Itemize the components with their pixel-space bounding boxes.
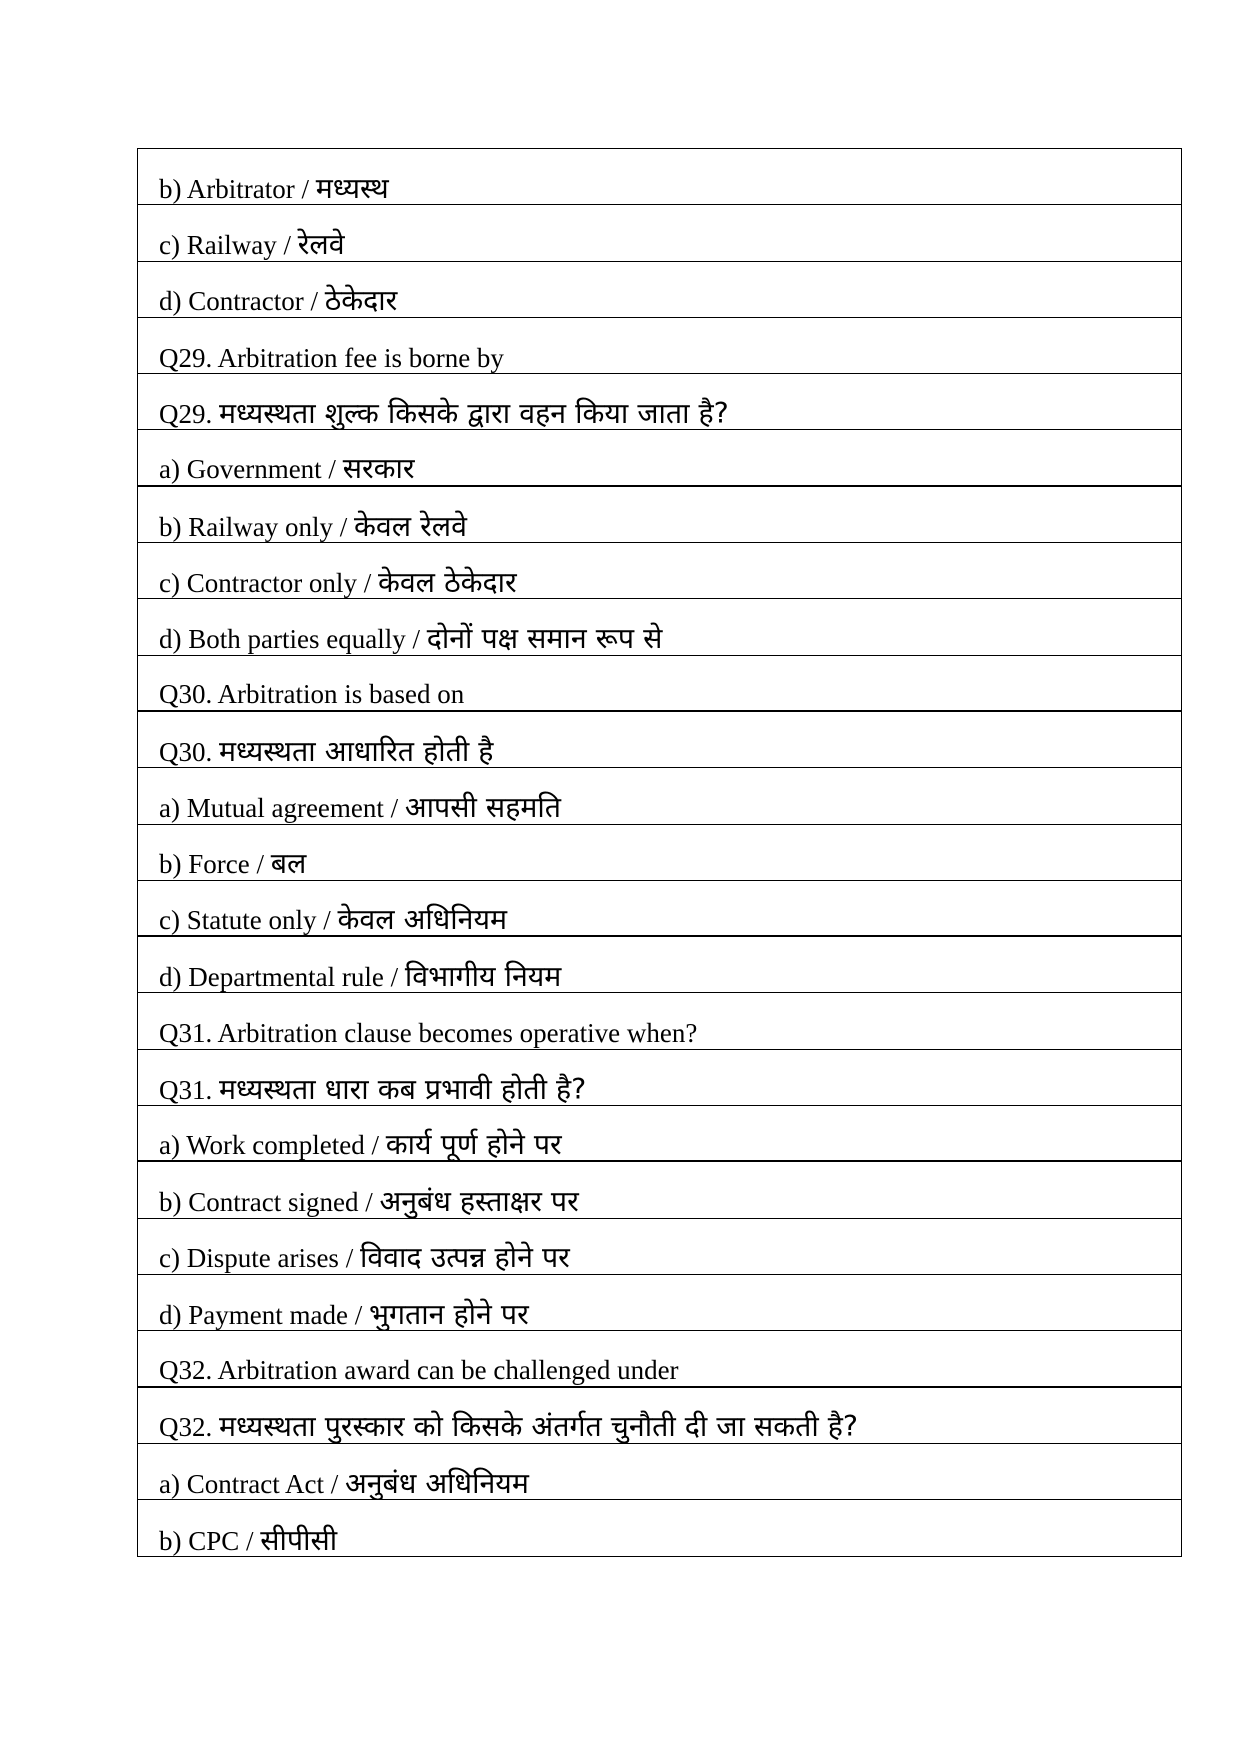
row-text-english: d) Payment made / bbox=[159, 1299, 369, 1330]
row-text-english: Q31. bbox=[159, 1074, 219, 1105]
row-text-english: c) Contractor only / bbox=[159, 567, 378, 598]
row-text-hindi: भुगतान होने पर bbox=[368, 1297, 529, 1331]
table-row bbox=[138, 712, 1181, 768]
table-row bbox=[138, 656, 1181, 712]
row-text-english: b) Force / bbox=[159, 849, 271, 880]
row-text-english: Q30. Arbitration is based on bbox=[159, 679, 465, 710]
row-text-english: b) CPC / bbox=[159, 1525, 261, 1556]
row-text-hindi: सरकार bbox=[342, 452, 415, 486]
row-text-english: a) Work completed / bbox=[159, 1129, 386, 1160]
table-row bbox=[138, 825, 1181, 881]
row-text-hindi: विवाद उत्पन्न होने पर bbox=[359, 1241, 570, 1275]
row-text-english: Q32. bbox=[159, 1412, 219, 1443]
row-text-hindi: मध्यस्थता पुरस्कार को किसके अंतर्गत चुनौती दी जा सकती है? bbox=[219, 1410, 859, 1444]
table-row bbox=[138, 1331, 1181, 1387]
row-text-english: Q30. bbox=[159, 736, 219, 767]
row-text-hindi: मध्यस्थ bbox=[315, 171, 389, 205]
row-text-english: Q32. Arbitration award can be challenged under bbox=[159, 1355, 679, 1386]
row-text-english: b) Railway only / bbox=[159, 511, 354, 542]
row-text-english: d) Contractor / bbox=[159, 286, 325, 317]
row-text-english: c) Statute only / bbox=[159, 904, 338, 935]
table-row bbox=[138, 1219, 1181, 1275]
table-row bbox=[138, 487, 1181, 543]
table-row bbox=[138, 1444, 1181, 1500]
row-text-hindi: अनुबंध अधिनियम bbox=[344, 1466, 529, 1500]
row-text-hindi: मध्यस्थता आधारित होती है bbox=[219, 734, 494, 768]
table-row bbox=[138, 205, 1181, 261]
table-row bbox=[138, 1050, 1181, 1106]
table-row bbox=[138, 937, 1181, 993]
row-text-english: a) Contract Act / bbox=[159, 1468, 345, 1499]
row-text-english: c) Dispute arises / bbox=[159, 1243, 360, 1274]
question-table bbox=[137, 148, 1182, 1557]
row-text-hindi: आपसी सहमति bbox=[404, 791, 561, 825]
table-row bbox=[138, 262, 1181, 318]
row-text-hindi: अनुबंध हस्ताक्षर पर bbox=[379, 1185, 579, 1219]
row-text-hindi: केवल रेलवे bbox=[353, 509, 467, 543]
row-text-hindi: ठेकेदार bbox=[324, 284, 398, 318]
row-text-english: a) Government / bbox=[159, 454, 343, 485]
row-text-english: Q29. Arbitration fee is borne by bbox=[159, 342, 504, 373]
row-text-hindi: मध्यस्थता धारा कब प्रभावी होती है? bbox=[219, 1072, 587, 1106]
table-row bbox=[138, 1500, 1181, 1556]
table-row bbox=[138, 1388, 1181, 1444]
row-text-hindi: विभागीय नियम bbox=[404, 959, 562, 993]
table-row bbox=[138, 149, 1181, 205]
table-row bbox=[138, 543, 1181, 599]
row-text-hindi: मध्यस्थता शुल्क किसके द्वारा वहन किया जाता है? bbox=[219, 396, 729, 430]
row-text-english: Q31. Arbitration clause becomes operative when? bbox=[159, 1018, 698, 1049]
table-row bbox=[138, 599, 1181, 655]
table-row bbox=[138, 1275, 1181, 1331]
row-text-english: d) Both parties equally / bbox=[159, 624, 427, 655]
table-row bbox=[138, 430, 1181, 486]
row-text-hindi: दोनों पक्ष समान रूप से bbox=[426, 622, 663, 656]
table-row bbox=[138, 374, 1181, 430]
row-text-english: c) Railway / bbox=[159, 230, 298, 261]
row-text-english: Q29. bbox=[159, 398, 219, 429]
row-text-english: b) Arbitrator / bbox=[159, 173, 316, 204]
table-row bbox=[138, 881, 1181, 937]
table-row bbox=[138, 993, 1181, 1049]
row-text-hindi: केवल अधिनियम bbox=[337, 902, 508, 936]
table-row bbox=[138, 1162, 1181, 1218]
row-text-hindi: केवल ठेकेदार bbox=[377, 565, 517, 599]
row-text-hindi: बल bbox=[270, 847, 307, 881]
table-row bbox=[138, 1106, 1181, 1162]
row-text-hindi: रेलवे bbox=[297, 228, 345, 262]
row-text-english: a) Mutual agreement / bbox=[159, 793, 405, 824]
row-text-english: d) Departmental rule / bbox=[159, 961, 405, 992]
row-text-english: b) Contract signed / bbox=[159, 1187, 380, 1218]
row-text-hindi: कार्य पूर्ण होने पर bbox=[385, 1127, 562, 1161]
row-text-hindi: सीपीसी bbox=[260, 1523, 338, 1557]
table-row bbox=[138, 768, 1181, 824]
table-row bbox=[138, 318, 1181, 374]
